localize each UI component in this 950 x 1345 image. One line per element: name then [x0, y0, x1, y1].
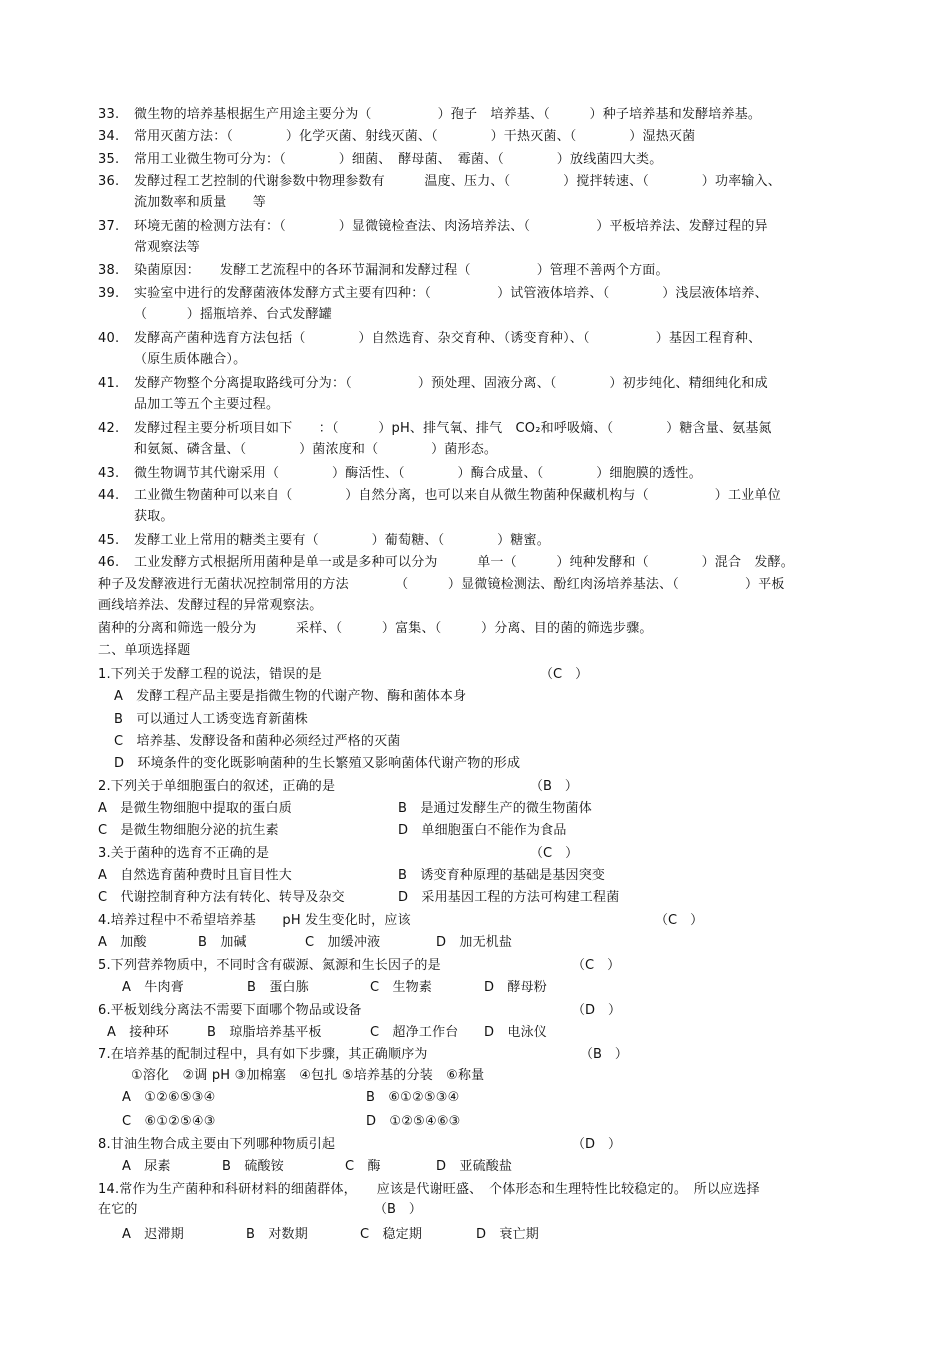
option: B 可以通过人工诱变选育新菌株 [114, 712, 308, 727]
option: A ①②⑥⑤③④ [122, 1090, 216, 1105]
option: A 加酸 [98, 935, 147, 950]
option: B ⑥①②⑤③④ [366, 1090, 460, 1105]
item-text: 发酵过程工艺控制的代谢参数中物理参数有 温度、压力、（ ）搅拌转速、（ ）功率输入、 [134, 174, 782, 189]
answer-key: （C ） [530, 846, 579, 861]
option: B 是通过发酵生产的微生物菌体 [398, 801, 592, 816]
item-text: 实验室中进行的发酵菌液体发酵方式主要有四种：（ ）试管液体培养、（ ）浅层液体培养、 [134, 286, 768, 301]
extra-line: 画线培养法、发酵过程的异常观察法。 [98, 598, 323, 613]
question-stem: 1.下列关于发酵工程的说法，错误的是 [98, 667, 323, 682]
item-number: 37. [98, 219, 120, 234]
item-number: 35. [98, 152, 120, 167]
item-text: （原生质体融合）。 [134, 352, 247, 367]
item-number: 40. [98, 331, 120, 346]
question-stem: 14.常作为生产菌种和科研材料的细菌群体， 应该是代谢旺盛、 个体形态和生理特性比较稳定的。 所以应选择 [98, 1182, 760, 1197]
item-number: 38. [98, 263, 120, 278]
question-stem: 2.下列关于单细胞蛋白的叙述，正确的是 [98, 779, 336, 794]
option: B 诱变育种原理的基础是基因突变 [398, 868, 606, 883]
question-stem: 6.平板划线分离法不需要下面哪个物品或设备 [98, 1003, 362, 1018]
answer-key: （C ） [655, 913, 704, 928]
extra-line: 菌种的分离和筛选一般分为 采样、（ ）富集、（ ）分离、目的菌的筛选步骤。 [98, 621, 653, 636]
item-number: 44. [98, 488, 120, 503]
question-stem: 8.甘油生物合成主要由下列哪种物质引起 [98, 1137, 336, 1152]
item-text: 品加工等五个主要过程。 [134, 397, 280, 412]
item-text: 流加数率和质量 等 [134, 195, 267, 210]
item-text: 染菌原因： 发酵工艺流程中的各环节漏洞和发酵过程（ ）管理不善两个方面。 [134, 263, 669, 278]
item-text: 工业发酵方式根据所用菌种是单一或是多种可以分为 单一（ ）纯种发酵和（ ）混合 发酵。 [134, 555, 795, 570]
option: C 稳定期 [360, 1227, 423, 1242]
option: B 蛋白胨 [247, 980, 309, 995]
item-text: 常用灭菌方法：（ ）化学灭菌、射线灭菌、（ ）干热灭菌、（ ）湿热灭菌 [134, 129, 696, 144]
option: A 牛肉膏 [122, 980, 184, 995]
procedure-steps: ①溶化 ②调 pH ③加棉塞 ④包扎 ⑤培养基的分装 ⑥称量 [131, 1068, 485, 1083]
item-number: 45. [98, 533, 120, 548]
item-text: 微生物的培养基根据生产用途主要分为（ ）孢子 培养基、（ ）种子培养基和发酵培养基。 [134, 107, 762, 122]
question-stem: 5.下列营养物质中，不同时含有碳源、氮源和生长因子的是 [98, 958, 441, 973]
answer-key: （D ） [572, 1137, 622, 1152]
item-number: 41. [98, 376, 120, 391]
question-stem: 4.培养过程中不希望培养基 pH 发生变化时，应该 [98, 913, 411, 928]
option: B 琼脂培养基平板 [207, 1025, 322, 1040]
option: C 生物素 [370, 980, 433, 995]
item-text: 发酵过程主要分析项目如下 ：（ ）pH、排气氧、排气 CO₂和呼吸熵、（ ）糖含量、氨基氮 [134, 421, 772, 436]
item-number: 46. [98, 555, 120, 570]
option: D 酵母粉 [484, 980, 548, 995]
option: D 电泳仪 [484, 1025, 548, 1040]
option: D 亚硫酸盐 [436, 1159, 513, 1174]
item-number: 33. [98, 107, 120, 122]
option: D ①②⑤④⑥③ [366, 1114, 461, 1129]
option: C 超净工作台 [370, 1025, 459, 1040]
item-text: 微生物调节其代谢采用（ ）酶活性、（ ）酶合成量、（ ）细胞膜的透性。 [134, 466, 702, 481]
item-number: 43. [98, 466, 120, 481]
question-stem-cont: 在它的 [98, 1202, 138, 1217]
option: D 采用基因工程的方法可构建工程菌 [398, 890, 620, 905]
item-number: 36. [98, 174, 120, 189]
answer-key: （B ） [530, 779, 578, 794]
item-text: （ ）摇瓶培养、台式发酵罐 [134, 307, 333, 322]
section-title: 二、单项选择题 [98, 643, 191, 658]
option: C 代谢控制育种方法有转化、转导及杂交 [98, 890, 345, 905]
option: A 是微生物细胞中提取的蛋白质 [98, 801, 292, 816]
option: C 加缓冲液 [305, 935, 381, 950]
question-stem: 3.关于菌种的选育不正确的是 [98, 846, 270, 861]
option: A 迟滞期 [122, 1227, 184, 1242]
item-text: 获取。 [134, 509, 174, 524]
option: D 单细胞蛋白不能作为食品 [398, 823, 567, 838]
option: D 衰亡期 [476, 1227, 540, 1242]
option: A 尿素 [122, 1159, 171, 1174]
item-number: 42. [98, 421, 120, 436]
answer-key: （C ） [540, 667, 589, 682]
option: A 发酵工程产品主要是指微生物的代谢产物、酶和菌体本身 [114, 689, 467, 704]
option: B 加碱 [198, 935, 247, 950]
item-number: 34. [98, 129, 120, 144]
item-text: 常观察法等 [134, 240, 201, 255]
item-text: 工业微生物菌种可以来自（ ）自然分离，也可以来自从微生物菌种保藏机构与（ ）工业单位 [134, 488, 781, 503]
item-text: 和氨氮、磷含量、（ ）菌浓度和（ ）菌形态。 [134, 442, 498, 457]
option: B 硫酸铵 [222, 1159, 284, 1174]
item-number: 39. [98, 286, 120, 301]
option: C 是微生物细胞分泌的抗生素 [98, 823, 279, 838]
option: D 环境条件的变化既影响菌种的生长繁殖又影响菌体代谢产物的形成 [114, 756, 521, 771]
option: C ⑥①②⑤④③ [122, 1114, 216, 1129]
option: C 酶 [345, 1159, 381, 1174]
answer-key: （D ） [572, 1003, 622, 1018]
option: A 自然选育菌种费时且盲目性大 [98, 868, 292, 883]
item-text: 发酵产物整个分离提取路线可分为：（ ）预处理、固液分离、（ ）初步纯化、精细纯化和成 [134, 376, 768, 391]
item-text: 发酵高产菌种选育方法包括（ ）自然选育、杂交育种、（诱变育种）、（ ）基因工程育种、 [134, 331, 762, 346]
item-text: 发酵工业上常用的糖类主要有（ ）葡萄糖、（ ）糖蜜。 [134, 533, 550, 548]
answer-key: （C ） [572, 958, 621, 973]
option: B 对数期 [246, 1227, 308, 1242]
item-text: 环境无菌的检测方法有：（ ）显微镜检查法、肉汤培养法、（ ）平板培养法、发酵过程的异 [134, 219, 768, 234]
item-text: 常用工业微生物可分为：（ ）细菌、 酵母菌、 霉菌、（ ）放线菌四大类。 [134, 152, 663, 167]
extra-line: 种子及发酵液进行无菌状况控制常用的方法 （ ）显微镜检测法、酚红肉汤培养基法、（ ）平板 [98, 577, 785, 592]
answer-key: （B ） [374, 1202, 422, 1217]
question-stem: 7.在培养基的配制过程中，具有如下步骤，其正确顺序为 [98, 1047, 428, 1062]
option: D 加无机盐 [436, 935, 513, 950]
option: C 培养基、发酵设备和菌种必须经过严格的灭菌 [114, 734, 401, 749]
option: A 接种环 [107, 1025, 169, 1040]
answer-key: （B ） [580, 1047, 628, 1062]
